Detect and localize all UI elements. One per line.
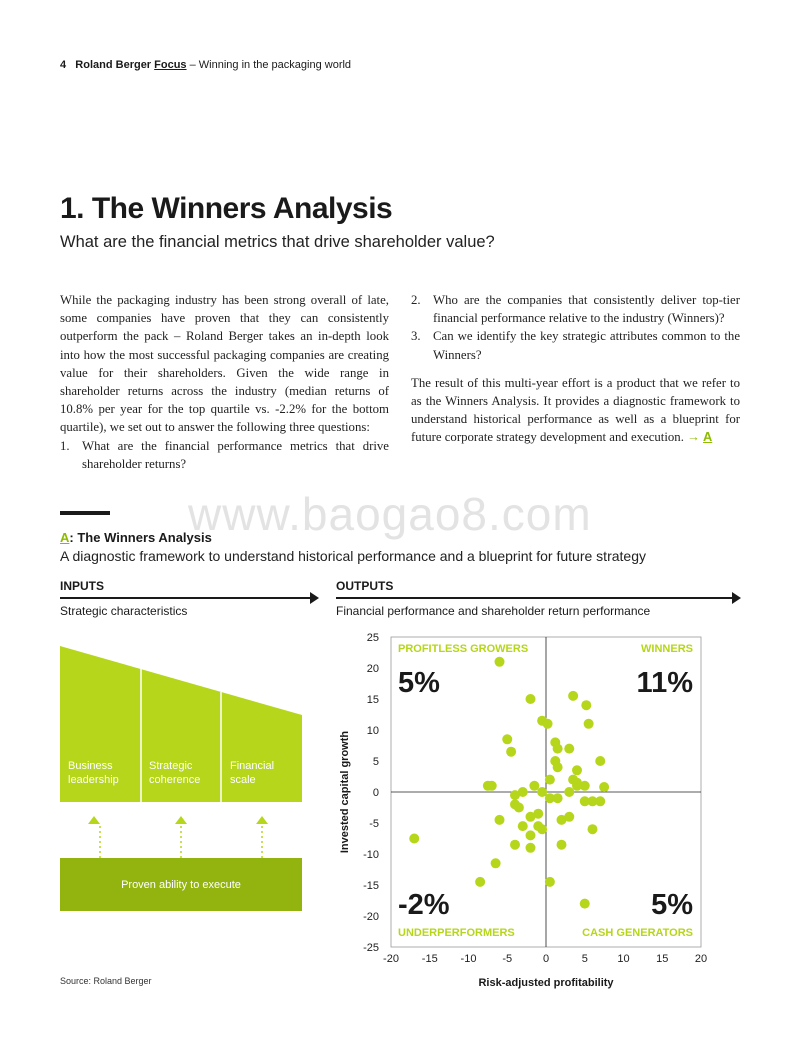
pillar-label-line: scale (230, 774, 256, 786)
data-point (506, 747, 516, 757)
y-tick-label: 0 (372, 787, 379, 799)
x-tick-label: -15 (421, 953, 438, 965)
y-tick-label: 20 (366, 663, 379, 675)
question-text: What are the financial performance metrics that drive shareholder returns? (82, 438, 389, 471)
data-point (581, 700, 591, 710)
outputs-label: Financial performance and shareholder return performance (336, 604, 651, 618)
figure-subtitle: A diagnostic framework to understand historical performance and a blueprint for future strategy (60, 548, 646, 564)
page-number: 4 (60, 59, 67, 71)
data-point (409, 834, 419, 844)
data-point (502, 734, 512, 744)
data-point (564, 787, 574, 797)
pillar-label-line: Business (68, 760, 113, 772)
question-number: 2. (411, 293, 421, 307)
data-point (568, 691, 578, 701)
data-point (564, 744, 574, 754)
up-arrow-icon (175, 816, 187, 858)
body-right-column (411, 291, 740, 447)
pillar-business-leadership (68, 759, 119, 787)
outro-text: The result of this multi-year effort is a product that we refer to as the Winners Analysis. It provides a diagnostic framework to understand historical performance as well as a blueprint for future corporate strategy development and execution. (411, 375, 740, 445)
y-tick-label: -5 (369, 818, 379, 830)
up-arrow-icon (256, 816, 268, 858)
document-title: Winning in the packaging world (198, 59, 352, 71)
up-arrow-icon (88, 816, 100, 858)
pillar-label-line: Financial (230, 760, 275, 772)
y-tick-label: 15 (366, 694, 379, 706)
x-tick-label: -10 (460, 953, 477, 965)
foundation-block (60, 858, 302, 911)
data-point (491, 858, 501, 868)
data-point (537, 787, 547, 797)
data-point (487, 781, 497, 791)
data-point (529, 781, 539, 791)
data-point (553, 762, 563, 772)
intro-paragraph: While the packaging industry has been strong overall of late, some companies have proven that they can consistently outperform the pack – Roland Berger takes an in-depth look into how the most successful packaging companies are creating value for their shareholders. Given the wide range in shareholder returns across the industry (median returns of 10.8% per year for the top quartile vs. -2.2% for the bottom quartile), we set out to answer the following three questions: (60, 293, 389, 435)
figure-a-link-label: A (702, 429, 713, 445)
data-point (553, 744, 563, 754)
y-tick-label: -15 (363, 880, 379, 892)
x-tick-label: 5 (581, 953, 588, 965)
x-tick-labels (383, 953, 707, 965)
data-point (588, 824, 598, 834)
watermark: www.baogao8.com (188, 488, 592, 540)
pillar-label-line: leadership (68, 774, 119, 786)
data-point (599, 782, 609, 792)
quadrant-value-bottom-right: 5% (651, 889, 693, 921)
quadrant-value-bottom-left: -2% (398, 889, 450, 921)
outputs-arrow-line (336, 597, 734, 599)
header-separator: – (186, 59, 199, 71)
outputs-title: OUTPUTS (336, 579, 394, 593)
data-point (518, 821, 528, 831)
outro-paragraph (411, 374, 740, 447)
x-tick-label: 20 (694, 953, 708, 965)
y-tick-label: 25 (366, 632, 379, 644)
x-tick-label: 10 (617, 953, 630, 965)
outputs-arrowhead-icon (732, 592, 742, 604)
quadrant-label-top-right: WINNERS (641, 643, 693, 655)
running-header (60, 59, 351, 71)
data-point (545, 877, 555, 887)
quadrant-value-top-left: 5% (398, 667, 440, 699)
inputs-label: Strategic characteristics (60, 604, 188, 618)
question-number: 1. (60, 438, 70, 453)
question-item (411, 327, 740, 363)
inputs-arrowhead-icon (310, 592, 320, 604)
figure-title: A: The Winners Analysis (60, 530, 212, 545)
x-axis-label: Risk-adjusted profitability (478, 977, 614, 989)
data-point (537, 824, 547, 834)
support-arrows (60, 814, 304, 860)
pillar-label-line: coherence (149, 774, 201, 786)
y-tick-label: 5 (372, 756, 379, 768)
data-point (580, 796, 590, 806)
y-tick-label: 10 (366, 725, 379, 737)
x-tick-label: -5 (502, 953, 513, 965)
data-point (526, 843, 536, 853)
body-left-column (60, 291, 389, 473)
inputs-arrow-line (60, 597, 312, 599)
data-point (475, 877, 485, 887)
data-point (595, 756, 605, 766)
source-note: Source: Roland Berger (60, 976, 152, 986)
data-point (495, 815, 505, 825)
data-point (545, 775, 555, 785)
section-title: 1. The Winners Analysis (60, 192, 393, 225)
pillar-label-line: Strategic (149, 760, 193, 772)
x-tick-label: 15 (656, 953, 669, 965)
y-tick-labels (363, 632, 379, 954)
figure-title-text: The Winners Analysis (77, 530, 212, 545)
data-point (526, 812, 536, 822)
quadrant-value-top-right: 11% (636, 667, 693, 699)
data-point (514, 803, 524, 813)
figure-label: A (60, 530, 70, 545)
data-point (584, 719, 594, 729)
data-point (580, 899, 590, 909)
question-number: 3. (411, 329, 421, 344)
arrow-right-icon: → (687, 429, 700, 445)
foundation-label: Proven ability to execute (121, 878, 241, 891)
data-point (510, 840, 520, 850)
quadrant-label-top-left: PROFITLESS GROWERS (398, 643, 529, 655)
figure-a-link[interactable] (687, 429, 712, 444)
inputs-title: INPUTS (60, 579, 105, 593)
data-point (510, 790, 520, 800)
section-subtitle: What are the financial metrics that drive shareholder value? (60, 233, 495, 251)
question-item (411, 291, 740, 327)
data-point (557, 815, 567, 825)
data-point (495, 657, 505, 667)
data-point (526, 694, 536, 704)
x-tick-label: 0 (542, 953, 550, 965)
y-axis-label: Invested capital growth (339, 730, 351, 854)
quadrant-label-bottom-left: UNDERPERFORMERS (398, 927, 515, 939)
pillar-financial-scale (230, 759, 274, 787)
data-point (557, 840, 567, 850)
question-item (60, 437, 389, 473)
question-text: Who are the companies that consistently deliver top-tier financial performance relative to the industry (Winners)? (433, 293, 740, 326)
brand-name: Roland Berger (75, 59, 152, 71)
data-point (526, 830, 536, 840)
y-tick-label: -25 (363, 942, 379, 954)
winners-scatter-chart (330, 625, 730, 995)
quadrant-label-bottom-right: CASH GENERATORS (582, 927, 693, 939)
x-tick-label: -20 (383, 953, 399, 965)
question-text: Can we identify the key strategic attributes common to the Winners? (433, 329, 740, 362)
figure-divider (60, 511, 110, 515)
series-name: Focus (154, 59, 187, 71)
data-point (595, 796, 605, 806)
y-tick-label: -20 (363, 911, 379, 923)
data-point (572, 781, 582, 791)
data-point (543, 719, 553, 729)
data-point (572, 765, 582, 775)
data-point (553, 793, 563, 803)
pillar-strategic-coherence (149, 759, 200, 787)
y-tick-label: -10 (363, 849, 379, 861)
